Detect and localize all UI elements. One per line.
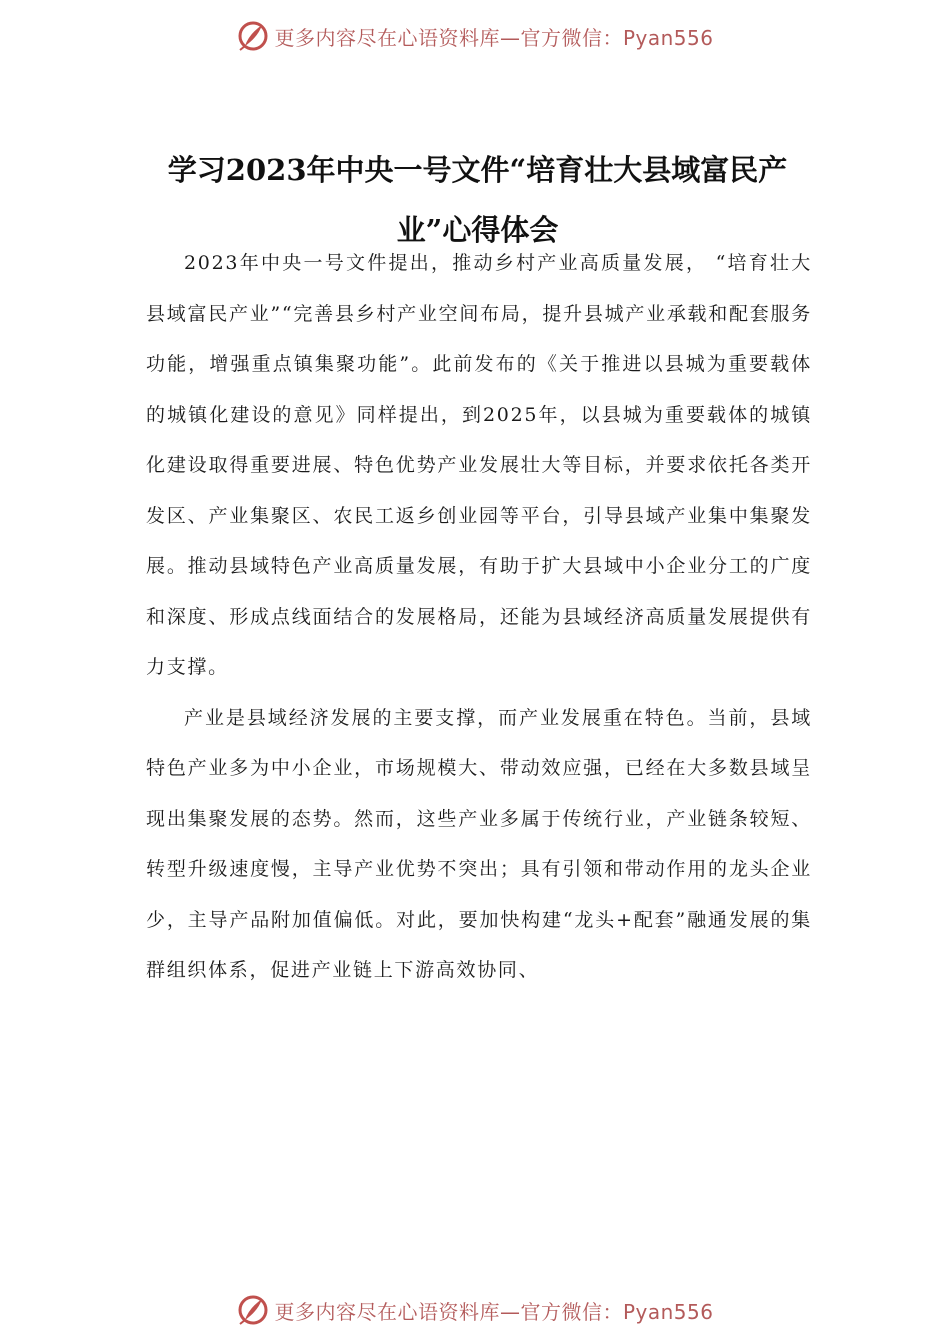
document-title: 学习2023年中央一号文件“培育壮大县域富民产业”心得体会 [167, 153, 788, 247]
footer-watermark-text: 更多内容尽在心语资料库—官方微信：Pyan556 [274, 1299, 714, 1324]
header-watermark-text: 更多内容尽在心语资料库—官方微信：Pyan556 [274, 25, 714, 50]
document-body [146, 238, 812, 996]
paragraph-2: 产业是县域经济发展的主要支撑，而产业发展重在特色。当前，县域特色产业多为中小企业，市场规模大、带动效应强，已经在大多数县域呈现出集聚发展的态势。然而，这些产业多属于传统行业，产业链条较短、转型升级速度慢，主导产业优势不突出；具有引领和带动作用的龙头企业少，主导产品附加值偏低。对此，要加快构建“龙头+配套”融通发展的集群组织体系，促进产业链上下游高效协同、 [146, 706, 812, 981]
footer-watermark-banner [0, 1290, 950, 1330]
feather-logo-icon [236, 19, 270, 53]
header-watermark-banner [0, 16, 950, 56]
feather-logo-icon [236, 1293, 270, 1327]
paragraph-1: 2023年中央一号文件提出，推动乡村产业高质量发展， “培育壮大县域富民产业”“完善县乡村产业空间布局，提升县城产业承载和配套服务功能，增强重点镇集聚功能”。此前发布的《关于推进以县城为重要载体的城镇化建设的意见》同样提出，到2025年，以县城为重要载体的城镇化建设取得重要进展、特色优势产业发展壮大等目标，并要求依托各类开发区、产业集聚区、农民工返乡创业园等平台，引导县域产业集中集聚发展。推动县域特色产业高质量发展，有助于扩大县域中小企业分工的广度和深度、形成点线面结合的发展格局，还能为县域经济高质量发展提供有力支撑。 [146, 252, 812, 678]
